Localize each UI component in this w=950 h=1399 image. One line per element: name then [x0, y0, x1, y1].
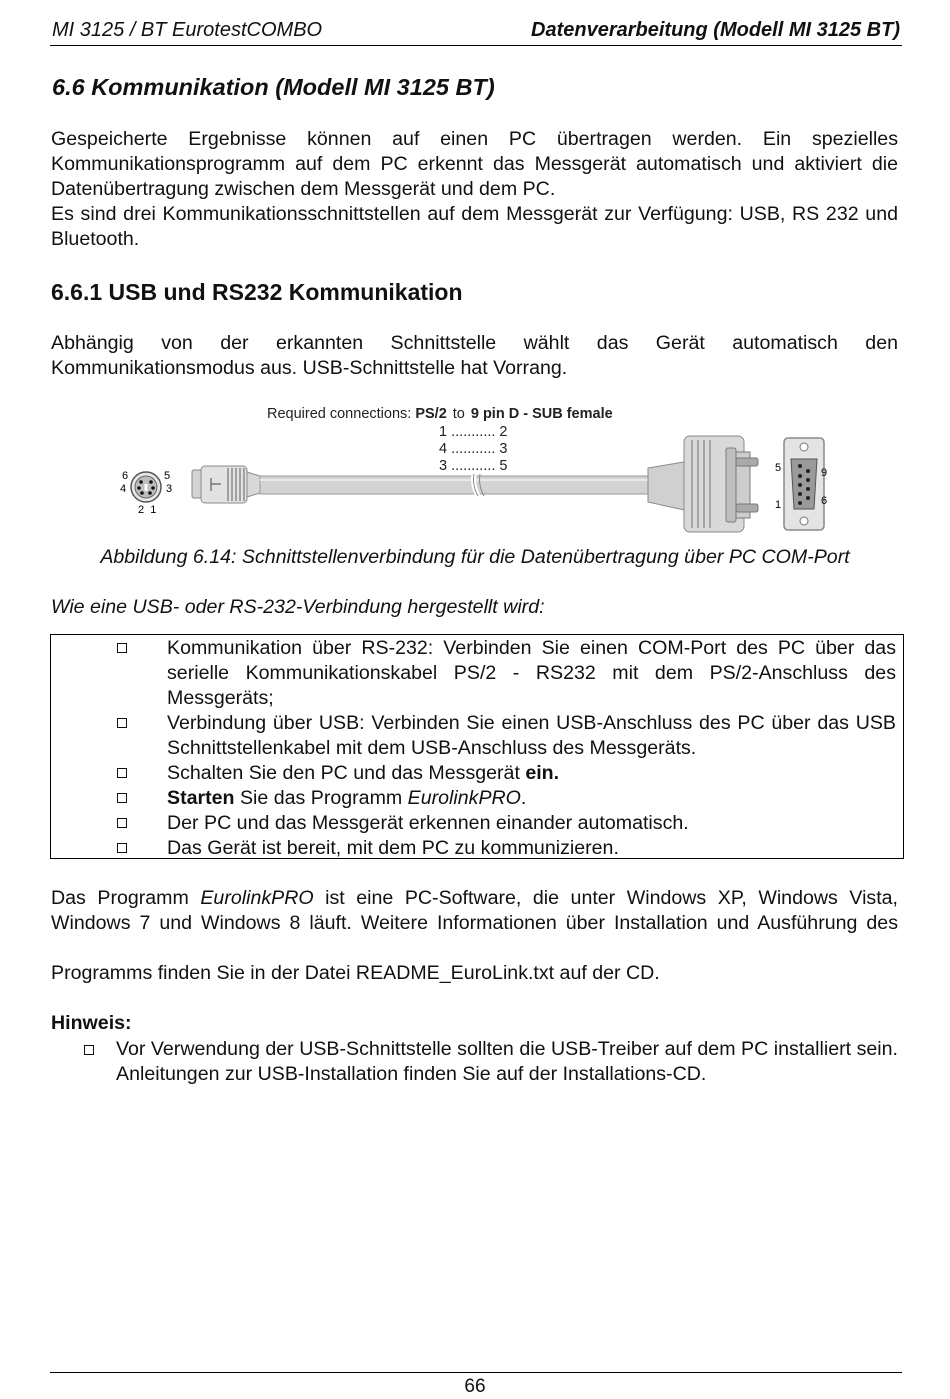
- step-power-on: Schalten Sie den PC und das Messgerät ein.: [167, 762, 560, 784]
- ps2-pin-4: 4: [120, 483, 127, 495]
- step-usb: Verbindung über USB: Verbinden Sie einen USB-Anschluss des PC über das USB Schnittstellenkabel mit dem USB-Anschluss des Messgeräts.: [167, 712, 896, 759]
- figure-caption: Abbildung 6.14: Schnittstellenverbindung für die Datenübertragung über PC COM-Port: [100, 546, 850, 568]
- step-ready: Das Gerät ist bereit, mit dem PC zu kommunizieren.: [167, 837, 619, 859]
- db9-pin-5: 5: [775, 462, 782, 474]
- checkbox-bullet-icon: [117, 768, 127, 778]
- step-start-program: Starten Sie das Programm EurolinkPRO.: [167, 787, 527, 809]
- figure-heading: Required connections: PS/2 to 9 pin D - SUB female: [267, 406, 613, 422]
- intro-paragraph-1: Gespeicherte Ergebnisse können auf einen PC übertragen werden. Ein spezielles Kommunikationsprogramm auf dem PC erkennt das Messgerät automatisch und aktiviert die Datenübertragung zwischen dem Messgerät und dem PC.: [51, 128, 898, 200]
- running-header-left: MI 3125 / BT EurotestCOMBO: [52, 19, 323, 41]
- db9-pin-1: 1: [775, 499, 782, 511]
- db9-plug: [648, 436, 758, 532]
- ps2-pin-3: 3: [166, 483, 173, 495]
- steps-box: [50, 634, 904, 859]
- intro-paragraph-2: Es sind drei Kommunikationsschnittstellen auf dem Messgerät zur Verfügung: USB, RS 232 und Bluetooth.: [51, 203, 898, 250]
- howto-heading: Wie eine USB- oder RS-232-Verbindung hergestellt wird:: [51, 596, 545, 618]
- checkbox-bullet-icon: [117, 818, 127, 828]
- pin-mapping-1: 1 ........... 2: [439, 424, 508, 440]
- ps2-plug: [192, 466, 260, 503]
- checkbox-bullet-icon: [117, 643, 127, 653]
- checkbox-bullet-icon: [84, 1045, 94, 1055]
- cable-diagram: [108, 398, 848, 538]
- pin-mapping-2: 4 ........... 3: [439, 441, 508, 457]
- ps2-pin-5: 5: [164, 470, 171, 482]
- cable: [260, 474, 715, 496]
- checkbox-bullet-icon: [117, 793, 127, 803]
- pin-mapping-3: 3 ........... 5: [439, 458, 508, 474]
- hint-title: Hinweis:: [51, 1012, 132, 1034]
- db9-connector-face: [784, 438, 824, 530]
- subsection-paragraph: Abhängig von der erkannten Schnittstelle wählt das Gerät automatisch den Kommunikationsmodus aus. USB-Schnittstelle hat Vorrang.: [51, 332, 898, 379]
- ps2-pin-6: 6: [122, 470, 129, 482]
- checkbox-bullet-icon: [117, 718, 127, 728]
- running-header-right: Datenverarbeitung (Modell MI 3125 BT): [531, 19, 900, 41]
- step-auto-detect: Der PC und das Messgerät erkennen einander automatisch.: [167, 812, 689, 834]
- software-paragraph: Das Programm EurolinkPRO ist eine PC-Software, die unter Windows XP, Windows Vista, Windows 7 und Windows 8 läuft. Weitere Informationen über Installation und Ausführung des: [51, 887, 898, 934]
- software-paragraph-end: Programms finden Sie in der Datei README_EuroLink.txt auf der CD.: [51, 962, 660, 984]
- header-rule: [50, 45, 902, 46]
- ps2-connector-face: [131, 472, 161, 502]
- section-title: 6.6 Kommunikation (Modell MI 3125 BT): [52, 74, 495, 100]
- footer-rule: [50, 1372, 902, 1373]
- page-number: 66: [464, 1376, 486, 1397]
- db9-pin-6: 6: [821, 495, 828, 507]
- subsection-title: 6.6.1 USB und RS232 Kommunikation: [51, 279, 463, 305]
- ps2-pin-2-1: 2 1: [138, 504, 157, 516]
- step-rs232: Kommunikation über RS-232: Verbinden Sie einen COM-Port des PC über das serielle Kommunikationskabel PS/2 - RS232 mit dem PS/2-Anschluss des Messgeräts;: [167, 637, 896, 709]
- hint-text: Vor Verwendung der USB-Schnittstelle sollten die USB-Treiber auf dem PC installiert sein. Anleitungen zur USB-Installation finden Sie auf der Installations-CD.: [116, 1038, 898, 1085]
- checkbox-bullet-icon: [117, 843, 127, 853]
- db9-pin-9: 9: [821, 467, 828, 479]
